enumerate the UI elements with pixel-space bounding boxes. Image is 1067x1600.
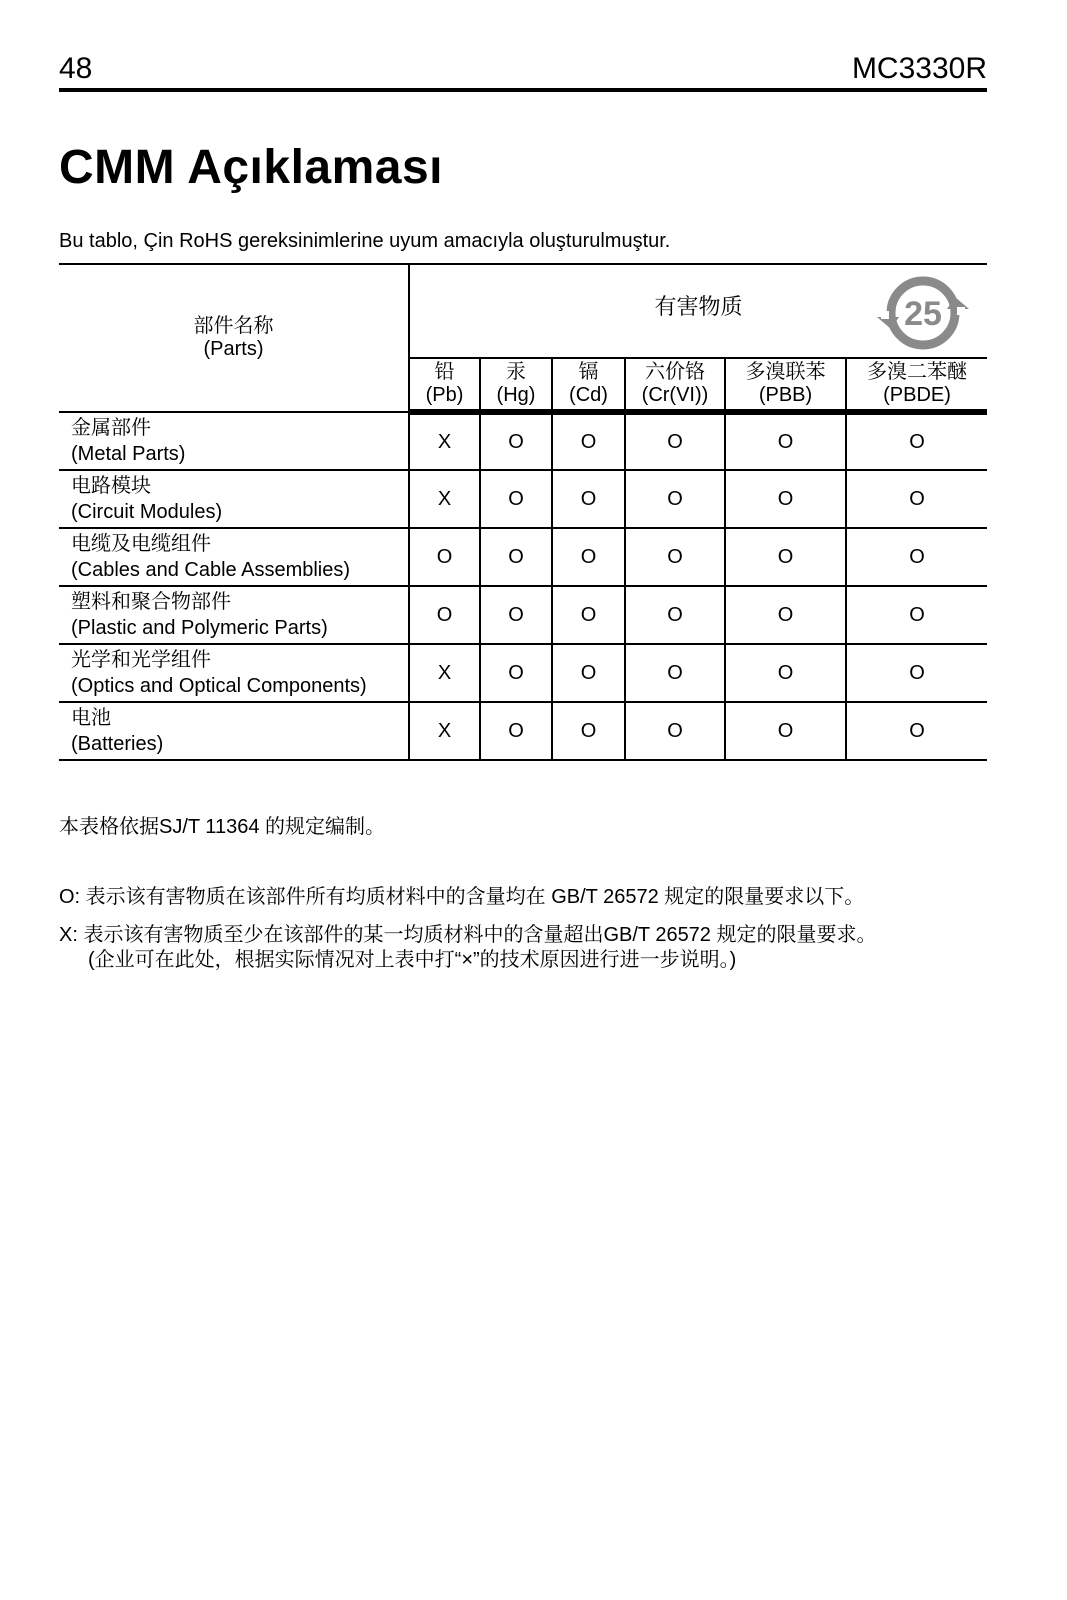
substance-name-cn: 汞 — [506, 361, 526, 383]
substance-value-cell: O — [552, 586, 625, 644]
table-row — [59, 528, 987, 586]
substance-value-cell: O — [552, 702, 625, 760]
page-number: 48 — [59, 52, 93, 85]
substance-value-cell: O — [846, 528, 987, 586]
substance-value-cell: O — [552, 528, 625, 586]
substance-value-cell: O — [625, 528, 725, 586]
substance-value-cell: O — [725, 586, 846, 644]
part-name-en: (Batteries) — [71, 733, 164, 755]
substance-value-cell: O — [480, 702, 552, 760]
substance-value-cell: O — [846, 412, 987, 470]
hazard-header-label: 有害物质 — [654, 294, 743, 319]
part-name-cell — [59, 470, 409, 528]
substance-value-cell: O — [625, 412, 725, 470]
substance-symbol: (PBB) — [758, 384, 813, 406]
substance-value-cell: O — [409, 528, 480, 586]
substance-value-cell: O — [480, 586, 552, 644]
substance-name-cn: 铅 — [434, 361, 455, 383]
substance-value-cell: O — [725, 412, 846, 470]
parts-header — [59, 264, 409, 412]
substance-header — [480, 358, 552, 412]
substance-value-cell: O — [846, 470, 987, 528]
substance-symbol: (Pb) — [425, 384, 464, 406]
o-definition-note: O: 表示该有害物质在该部件所有均质材料中的含量均在 GB/T 26572 规定的限量要求以下。 — [59, 886, 865, 908]
substance-value-cell: O — [480, 644, 552, 702]
substance-value-cell: O — [480, 470, 552, 528]
substance-value-cell: O — [725, 470, 846, 528]
page-header — [59, 48, 987, 92]
part-name-en: (Circuit Modules) — [71, 501, 223, 523]
substance-header — [846, 358, 987, 412]
part-name-cell — [59, 412, 409, 470]
intro-text: Bu tablo, Çin RoHS gereksinimlerine uyum amacıyla oluşturulmuştur. — [59, 230, 671, 252]
part-name-cell — [59, 586, 409, 644]
part-name-en: (Metal Parts) — [71, 443, 186, 465]
page-title: CMM Açıklaması — [59, 141, 444, 194]
part-name-en: (Optics and Optical Components) — [71, 675, 367, 697]
substance-value-cell: O — [625, 586, 725, 644]
part-name-cn: 塑料和聚合物部件 — [71, 591, 231, 613]
part-name-cell — [59, 644, 409, 702]
parts-header-cn: 部件名称 — [193, 315, 274, 337]
substance-value-cell: O — [625, 702, 725, 760]
part-name-cn: 电路模块 — [71, 475, 151, 497]
substance-value-cell: X — [409, 412, 480, 470]
table-row — [59, 586, 987, 644]
substance-value-cell: O — [409, 586, 480, 644]
substance-value-cell: O — [625, 470, 725, 528]
substance-name-cn: 多溴二苯醚 — [867, 361, 968, 383]
substance-symbol: (Cd) — [569, 384, 608, 406]
substance-name-cn: 多溴联苯 — [745, 361, 826, 383]
substance-value-cell: O — [480, 528, 552, 586]
substance-header — [409, 358, 480, 412]
substance-symbol: (Hg) — [496, 384, 536, 406]
rohs-table — [59, 263, 987, 761]
substance-name-cn: 镉 — [578, 361, 599, 383]
table-row — [59, 644, 987, 702]
substance-value-cell: X — [409, 470, 480, 528]
substance-symbol: (Cr(VI)) — [641, 384, 709, 406]
part-name-en: (Cables and Cable Assemblies) — [71, 559, 351, 581]
document-model: MC3330R — [851, 52, 987, 85]
parts-header-en: (Parts) — [203, 338, 264, 360]
substance-value-cell: O — [552, 644, 625, 702]
part-name-cn: 电缆及电缆组件 — [71, 533, 211, 555]
substance-value-cell: O — [625, 644, 725, 702]
substance-value-cell: O — [552, 470, 625, 528]
part-name-cn: 金属部件 — [71, 417, 151, 439]
substance-value-cell: O — [480, 412, 552, 470]
x-definition-note: X: 表示该有害物质至少在该部件的某一均质材料中的含量超出GB/T 26572 规定的限量要求。 — [59, 924, 877, 946]
substance-header — [725, 358, 846, 412]
substance-value-cell: O — [725, 644, 846, 702]
epup-25-logo-icon — [877, 273, 969, 353]
table-row — [59, 412, 987, 470]
table-row — [59, 470, 987, 528]
substance-name-cn: 六价铬 — [645, 361, 705, 383]
substance-symbol: (PBDE) — [883, 384, 951, 406]
substance-value-cell: O — [846, 644, 987, 702]
part-name-cell — [59, 528, 409, 586]
hazard-header — [409, 264, 987, 358]
substance-value-cell: O — [846, 586, 987, 644]
x-definition-note-continued: (企业可在此处，根据实际情况对上表中打“×”的技术原因进行进一步说明。) — [88, 949, 737, 971]
part-name-en: (Plastic and Polymeric Parts) — [71, 617, 328, 639]
part-name-cn: 光学和光学组件 — [71, 649, 211, 671]
badge-number: 25 — [904, 295, 942, 333]
substance-value-cell: O — [725, 702, 846, 760]
substance-header — [625, 358, 725, 412]
substance-value-cell: X — [409, 644, 480, 702]
substance-value-cell: O — [552, 412, 625, 470]
table-row — [59, 702, 987, 760]
substance-header — [552, 358, 625, 412]
standard-note: 本表格依据SJ/T 11364 的规定编制。 — [59, 816, 385, 838]
part-name-cell — [59, 702, 409, 760]
substance-value-cell: O — [725, 528, 846, 586]
substance-value-cell: O — [846, 702, 987, 760]
substance-value-cell: X — [409, 702, 480, 760]
part-name-cn: 电池 — [71, 707, 111, 729]
